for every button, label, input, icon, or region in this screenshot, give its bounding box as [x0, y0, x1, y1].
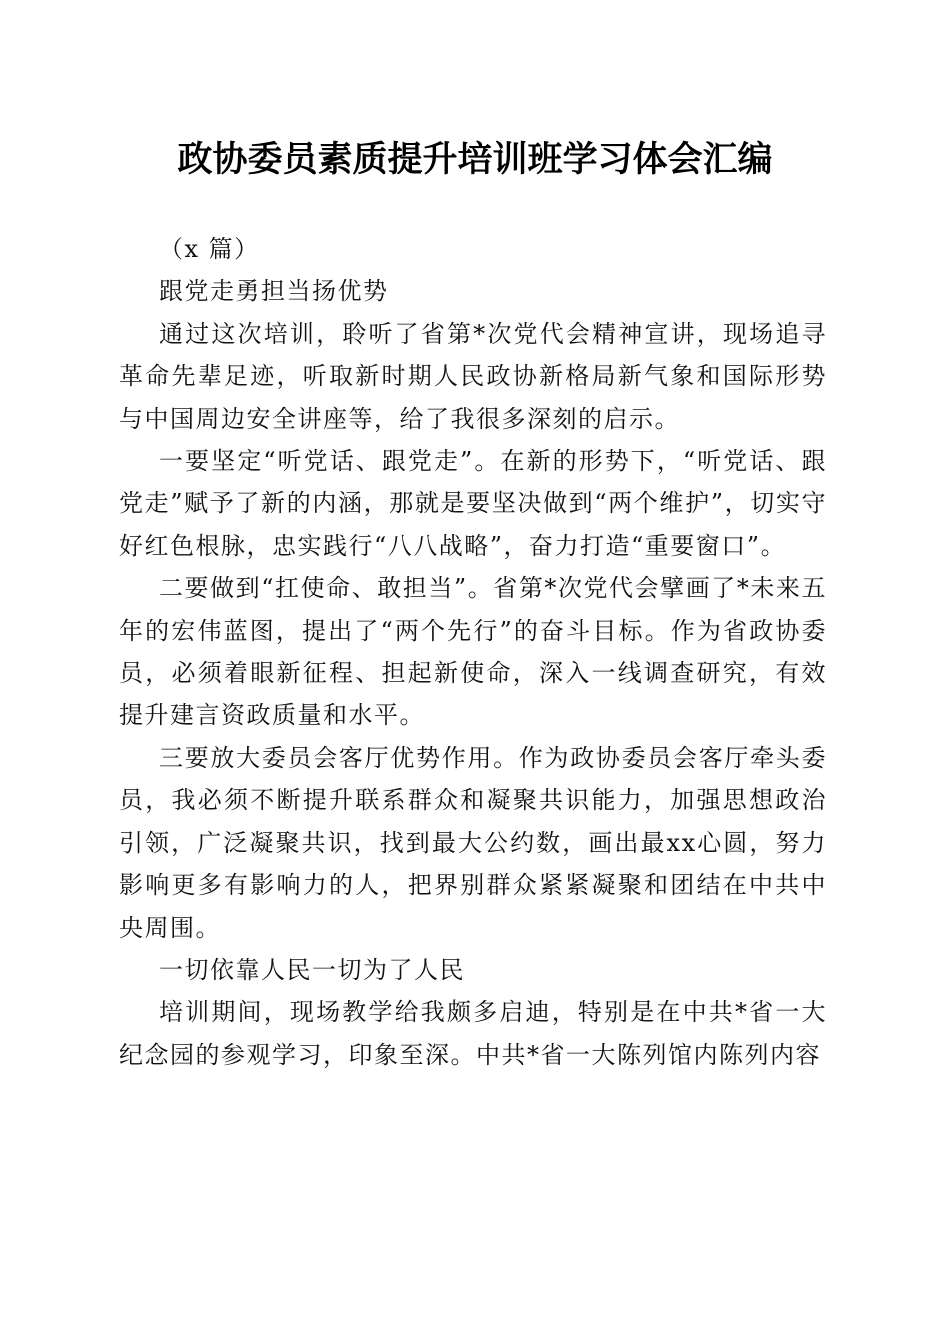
body-paragraph: 通过这次培训，聆听了省第*次党代会精神宣讲，现场追寻革命先辈足迹，听取新时期人民政协新格局新气象和国际形势与中国周边安全讲座等，给了我很多深刻的启示。	[119, 319, 827, 433]
body-paragraph: 二要做到“扛使命、敢担当”。省第*次党代会擘画了*未来五年的宏伟蓝图，提出了“两个先行”的奋斗目标。作为省政协委员，必须着眼新征程、担起新使命，深入一线调查研究，有效提升建言资政质量和水平。	[119, 574, 827, 730]
document-title: 政协委员素质提升培训班学习体会汇编	[177, 139, 773, 180]
body-paragraph: 三要放大委员会客厅优势作用。作为政协委员会客厅牵头委员，我必须不断提升联系群众和凝聚共识能力，加强思想政治引领，广泛凝聚共识，找到最大公约数，画出最xx心圆，努力影响更多有影响力的人，把界别群众紧紧凝聚和团结在中共中央周围。	[119, 743, 827, 942]
body-paragraph: 培训期间，现场教学给我颇多启迪，特别是在中共*省一大纪念园的参观学习，印象至深。中共*省一大陈列馆内陈列内容	[119, 998, 827, 1069]
section-heading: 跟党走勇担当扬优势	[159, 277, 389, 306]
document-body	[119, 228, 827, 1076]
body-paragraph: 一要坚定“听党话、跟党走”。在新的形势下，“听党话、跟党走”赋予了新的内涵，那就是要坚决做到“两个维护”，切实守好红色根脉，忠实践行“八八战略”，奋力打造“重要窗口”。	[119, 447, 827, 560]
article-count-note: （x 篇）	[159, 235, 260, 263]
section-heading: 一切依靠人民一切为了人民	[159, 955, 465, 984]
